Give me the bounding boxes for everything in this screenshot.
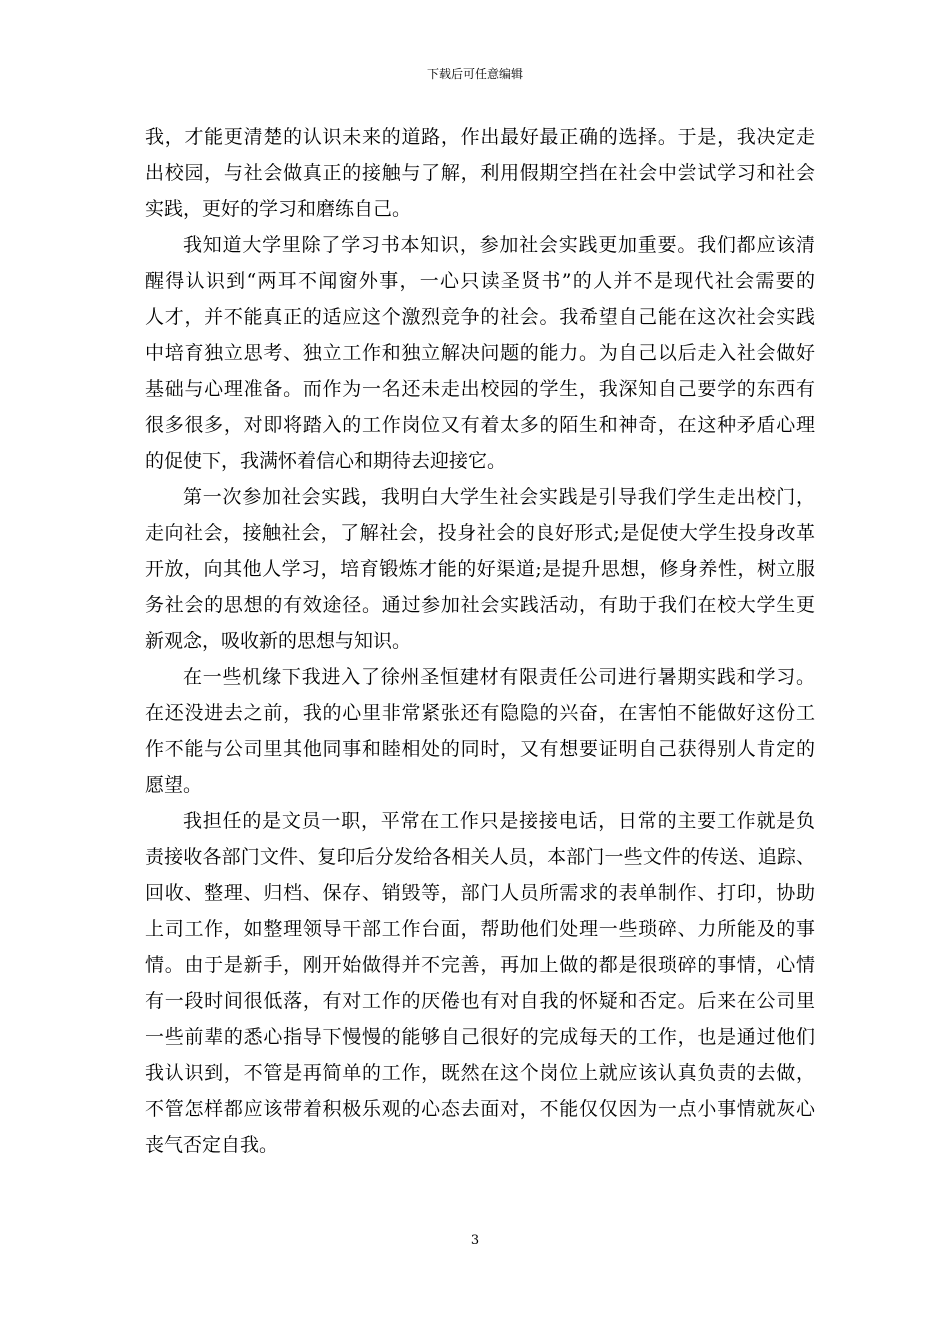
text-line: 开放，向其他人学习，培育锻炼才能的好渠道;是提升思想，修身养性，树立服: [145, 558, 815, 580]
paragraph: [145, 803, 815, 1163]
text-line: 我认识到，不管是再简单的工作，既然在这个岗位上就应该认真负责的去做，: [145, 1062, 815, 1084]
document-body: [145, 119, 815, 1163]
paragraph: [145, 227, 815, 479]
text-line: 我担任的是文员一职，平常在工作只是接接电话，日常的主要工作就是负: [183, 810, 815, 832]
text-line: 新观念，吸收新的思想与知识。: [145, 630, 412, 652]
text-line: 在还没进去之前，我的心里非常紧张还有隐隐的兴奋，在害怕不能做好这份工: [145, 702, 815, 724]
text-line: 实践，更好的学习和磨练自己。: [145, 198, 412, 220]
page-header: 下载后可任意编辑: [426, 67, 523, 81]
text-line: 务社会的思想的有效途径。通过参加社会实践活动，有助于我们在校大学生更: [145, 594, 815, 616]
text-line: 基础与心理准备。而作为一名还未走出校园的学生，我深知自己要学的东西有: [145, 378, 815, 400]
text-line: 责接收各部门文件、复印后分发给各相关人员，本部门一些文件的传送、追踪、: [145, 846, 815, 868]
text-line: 第一次参加社会实践，我明白大学生社会实践是引导我们学生走出校门，: [183, 486, 815, 508]
text-line: 醒得认识到“两耳不闻窗外事，一心只读圣贤书”的人并不是现代社会需要的: [145, 270, 815, 292]
text-line: 有一段时间很低落，有对工作的厌倦也有对自我的怀疑和否定。后来在公司里: [145, 990, 815, 1012]
paragraph: [145, 119, 815, 227]
text-line: 丧气否定自我。: [145, 1134, 279, 1156]
text-line: 出校园，与社会做真正的接触与了解，利用假期空挡在社会中尝试学习和社会: [145, 162, 815, 184]
text-line: 情。由于是新手，刚开始做得并不完善，再加上做的都是很琐碎的事情，心情: [145, 954, 815, 976]
text-line: 一些前辈的悉心指导下慢慢的能够自己很好的完成每天的工作，也是通过他们: [145, 1026, 815, 1048]
text-line: 上司工作，如整理领导干部工作台面，帮助他们处理一些琐碎、力所能及的事: [145, 918, 815, 940]
paragraph: [145, 479, 815, 659]
paragraph: [145, 659, 815, 803]
page-number: 3: [470, 1233, 480, 1248]
text-line: 我，才能更清楚的认识未来的道路，作出最好最正确的选择。于是，我决定走: [145, 126, 815, 148]
text-line: 中培育独立思考、独立工作和独立解决问题的能力。为自己以后走入社会做好: [145, 342, 815, 364]
text-line: 不管怎样都应该带着积极乐观的心态去面对，不能仅仅因为一点小事情就灰心: [145, 1098, 815, 1120]
text-line: 人才，并不能真正的适应这个激烈竞争的社会。我希望自己能在这次社会实践: [145, 306, 815, 328]
text-line: 很多很多，对即将踏入的工作岗位又有着太多的陌生和神奇，在这种矛盾心理: [145, 414, 815, 436]
text-line: 回收、整理、归档、保存、销毁等，部门人员所需求的表单制作、打印，协助: [145, 882, 815, 904]
text-line: 我知道大学里除了学习书本知识，参加社会实践更加重要。我们都应该清: [183, 234, 815, 256]
text-line: 在一些机缘下我进入了徐州圣恒建材有限责任公司进行暑期实践和学习。: [183, 666, 815, 688]
text-line: 走向社会，接触社会，了解社会，投身社会的良好形式;是促使大学生投身改革: [145, 522, 815, 544]
text-line: 愿望。: [145, 774, 203, 796]
text-line: 的促使下，我满怀着信心和期待去迎接它。: [145, 450, 507, 472]
text-line: 作不能与公司里其他同事和睦相处的同时，又有想要证明自己获得别人肯定的: [145, 738, 815, 760]
